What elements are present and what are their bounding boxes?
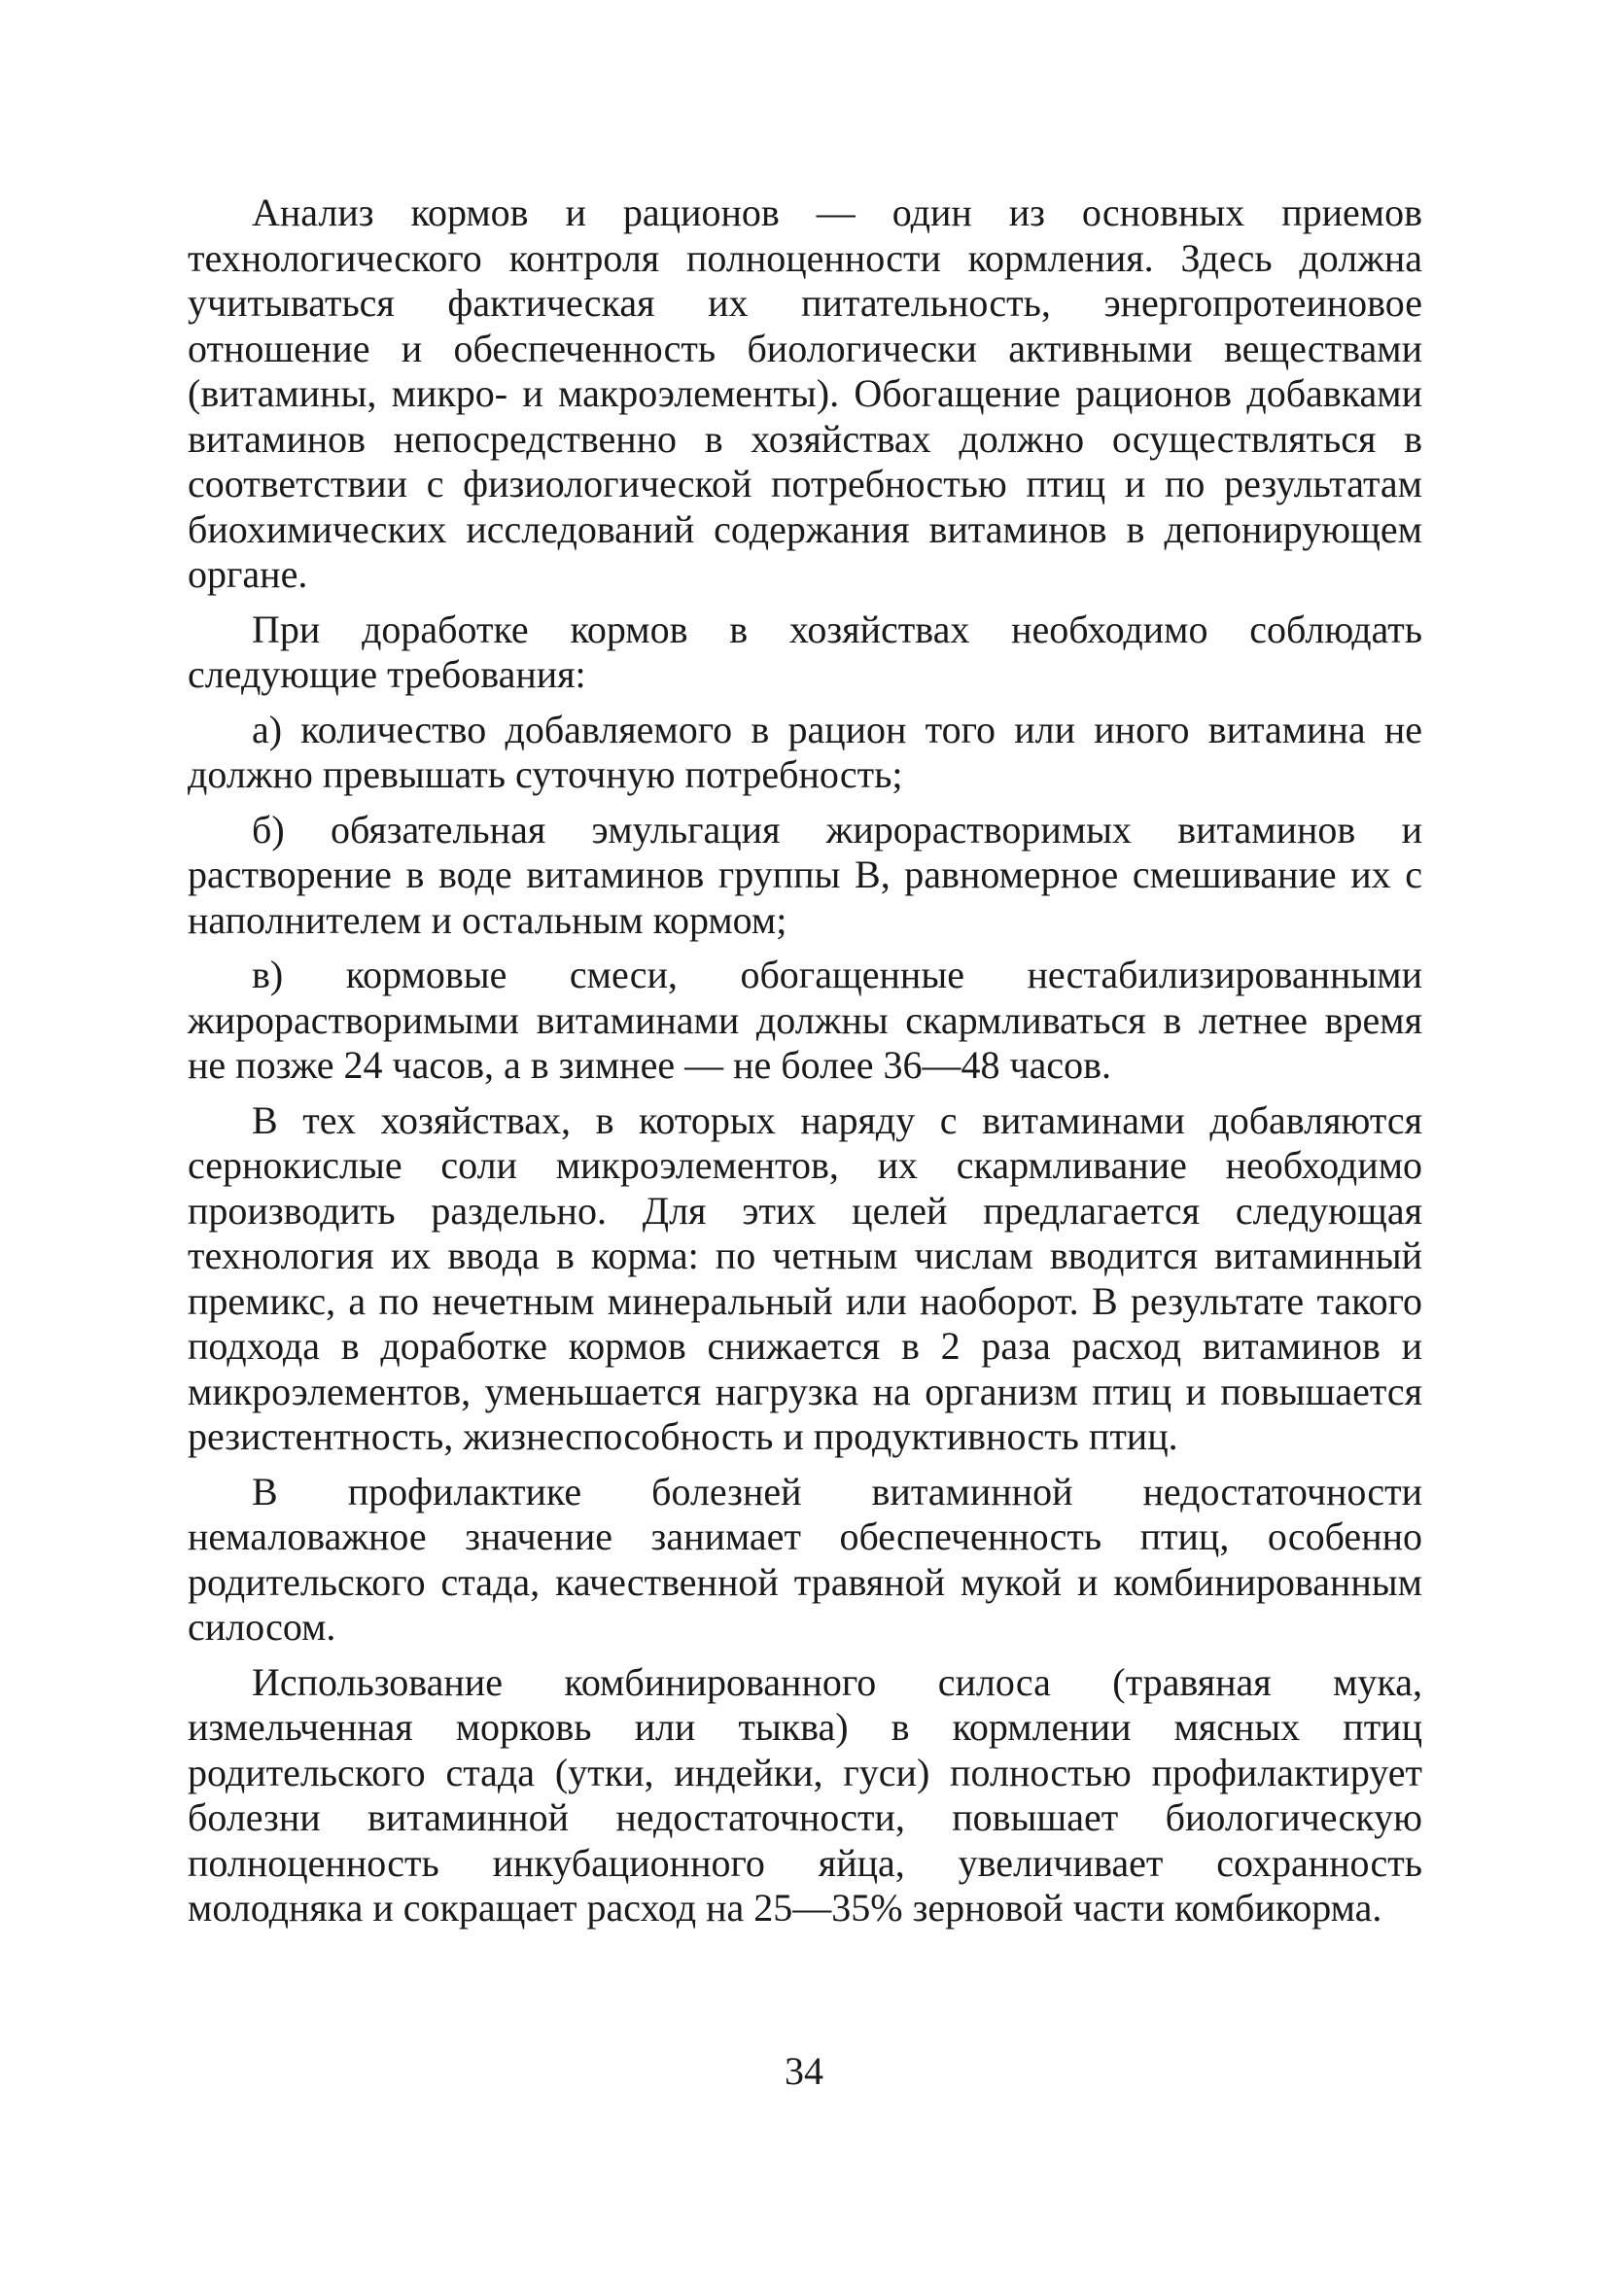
- requirement-item-v: в) кормовые смеси, обогащенные нестабилизированными жирорастворимыми витаминами должны скармливаться в летнее время не позже 24 часов, а в зимнее — не более 36—48 часов.: [188, 953, 1422, 1087]
- paragraph-microelements: В тех хозяйствах, в которых наряду с витаминами добавляются сернокислые соли микроэлементов, их скармливание необходимо производить раздельно. Для этих целей предлагается следующая технология их ввода в корма: по четным числам вводится витаминный премикс, а по нечетным минеральный или наоборот. В результате такого подхода в доработке кормов снижается в 2 раза расход витаминов и микроэлементов, уменьшается нагрузка на организм птиц и повышается резистентность, жизнеспособность и продуктивность птиц.: [188, 1097, 1422, 1458]
- paragraph-requirements-intro: При доработке кормов в хозяйствах необходимо соблюдать следующие требования:: [188, 607, 1422, 696]
- paragraph-prophylaxis: В профилактике болезней витаминной недостаточности немаловажное значение занимает обеспеченность птиц, особенно родительского стада, качественной травяной мукой и комбинированным силосом.: [188, 1469, 1422, 1649]
- body-text: [188, 191, 1422, 1941]
- requirement-item-a: а) количество добавляемого в рацион того или иного витамина не должно превышать суточную потребность;: [188, 707, 1422, 796]
- requirement-item-b: б) обязательная эмульгация жирорастворимых витаминов и растворение в воде витаминов группы В, равномерное смешивание их с наполнителем и остальным кормом;: [188, 807, 1422, 942]
- page-number: 34: [785, 2049, 823, 2093]
- paragraph-feed-analysis: Анализ кормов и рационов — один из основных приемов технологического контроля полноценности кормления. Здесь должна учитываться фактическая их питательность, энергопротеиновое отношение и обеспеченность биологически активными веществами (витамины, микро- и макроэлементы). Обогащение рационов добавками витаминов непосредственно в хозяйствах должно осуществляться в соответствии с физиологической потребностью птиц и по результатам биохимических исследований содержания витаминов в депонирующем органе.: [188, 191, 1422, 596]
- paragraph-combined-silage: Использование комбинированного силоса (травяная мука, измельченная морковь или тыква) в кормлении мясных птиц родительского стада (утки, индейки, гуси) полностью профилактирует болезни витаминной недостаточности, повышает биологическую полноценность инкубационного яйца, увеличивает сохранность молодняка и сокращает расход на 25—35% зерновой части комбикорма.: [188, 1659, 1422, 1930]
